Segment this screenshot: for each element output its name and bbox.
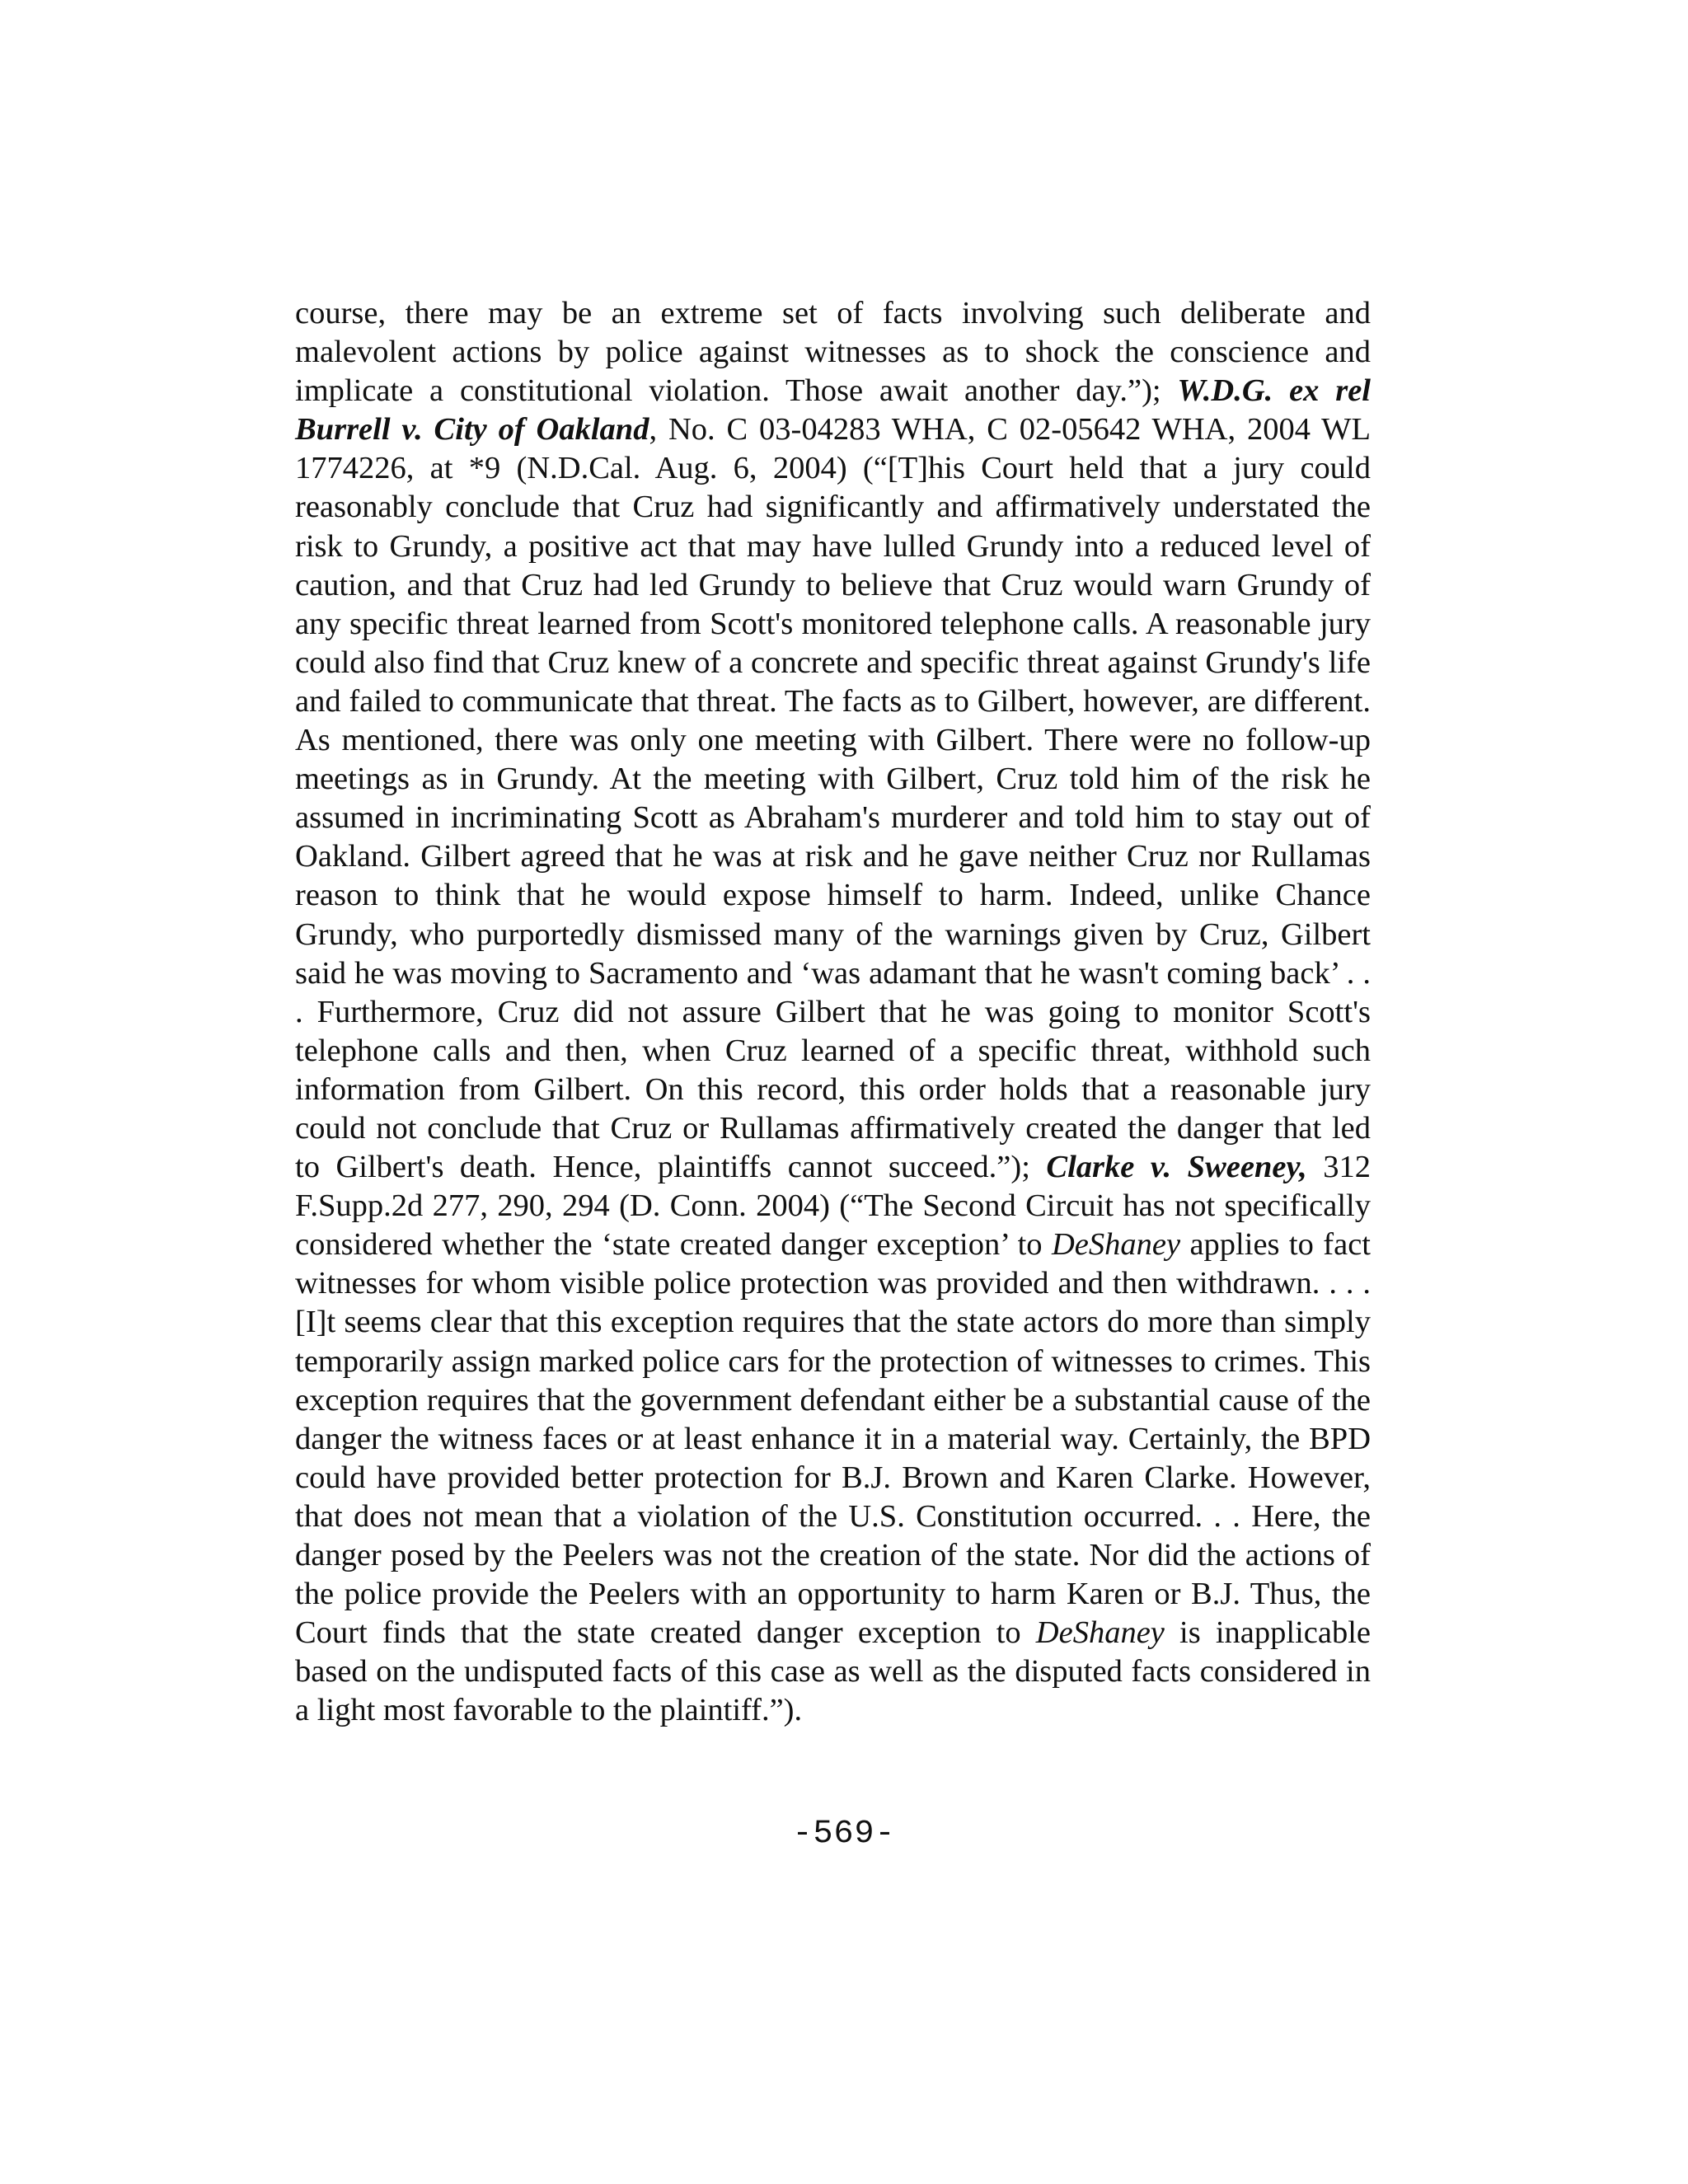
page-number: -569- [792,1816,896,1853]
case-citation-clarke-v-sweeney: Clarke v. Sweeney, [1046,1150,1307,1185]
text-segment: is inapplicable based on the undisputed facts of this case as well as the disputed facts considered in a light most favorable to the plaintiff.”). [295,1615,1371,1728]
case-reference-deshaney: DeShaney [1035,1615,1165,1651]
text-segment: applies to fact witnesses for whom visible police protection was provided and then withdrawn. . . . [I]t seems clear that this exception requires that the state actors do more than simply temporarily assign marked police cars for the protection of witnesses to crimes. This exception requires that the government defendant either be a substantial cause of the danger the witness faces or at least enhance it in a material way. Certainly, the BPD could have provided better protection for B.J. Brown and Karen Clarke. However, that does not mean that a violation of the U.S. Constitution occurred. . . Here, the danger posed by the Peelers was not the creation of the state. Nor did the actions of the police provide the Peelers with an opportunity to harm Karen or B.J. Thus, the Court finds that the state created danger exception to [295,1227,1371,1651]
case-citation-wdg-v-oakland: W.D.G. ex rel Burrell v. City of Oakland [295,373,1372,448]
text-segment: 312 F.Supp.2d 277, 290, 294 (D. Conn. 2004) (“The Second Circuit has not specifically considered whether the ‘state created danger exception’ to [295,1150,1371,1263]
text-segment: , No. C 03-04283 WHA, C 02-05642 WHA, 2004 WL 1774226, at *9 (N.D.Cal. Aug. 6, 2004) (“[T]his Court held that a jury could reasonably conclude that Cruz had significantly and affirmatively understated the risk to Grundy, a positive act that may have lulled Grundy into a reduced level of caution, and that Cruz had led Grundy to believe that Cruz would warn Grundy of any specific threat learned from Scott's monitored telephone calls. A reasonable jury could also find that Cruz knew of a concrete and specific threat against Grundy's life and failed to communicate that threat. The facts as to Gilbert, however, are different. As mentioned, there was only one meeting with Gilbert. There were no follow-up meetings as in Grundy. At the meeting with Gilbert, Cruz told him of the risk he assumed in incriminating Scott as Abraham's murderer and told him to stay out of Oakland. Gilbert agreed that he was at risk and he gave neither Cruz nor Rullamas reason to think that he would expose himself to harm. Indeed, unlike Chance Grundy, who purportedly dismissed many of the warnings given by Cruz, Gilbert said he was moving to Sacramento and ‘was adamant that he wasn't coming back’ . . . Furthermore, Cruz did not assure Gilbert that he was going to monitor Scott's telephone calls and then, when Cruz learned of a specific threat, withhold such information from Gilbert. On this record, this order holds that a reasonable jury could not conclude that Cruz or Rullamas affirmatively created the danger that led to Gilbert's death. Hence, plaintiffs cannot succeed.”); [295,412,1371,1185]
text-segment: course, there may be an extreme set of facts involving such deliberate and malevolent actions by police against witnesses as to shock the conscience and implicate a constitutional violation. Those await another day.”); [295,296,1371,409]
case-reference-deshaney: DeShaney [1051,1227,1181,1263]
body-paragraph [295,294,1371,1730]
